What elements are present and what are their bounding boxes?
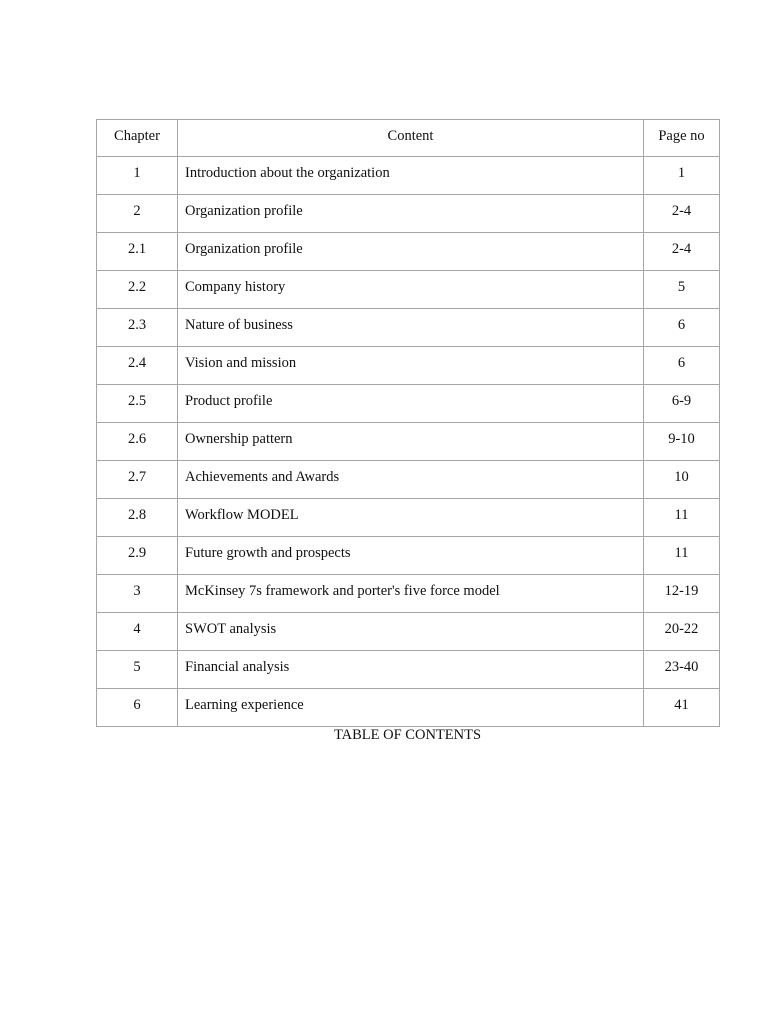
page-number-cell xyxy=(644,233,720,271)
content-title-cell-text: Organization profile xyxy=(185,241,303,257)
content-title-cell xyxy=(178,385,644,423)
content-title-cell-text: Learning experience xyxy=(185,697,304,713)
chapter-number-cell-text: 3 xyxy=(133,583,141,599)
chapter-number-cell-text: 4 xyxy=(133,621,141,637)
page-number-cell-text: 5 xyxy=(677,279,686,295)
chapter-number-cell-text: 2.3 xyxy=(127,317,147,333)
content-title-cell-text: Future growth and prospects xyxy=(185,545,351,561)
content-title-cell xyxy=(178,233,644,271)
content-title-cell xyxy=(178,613,644,651)
chapter-number-cell xyxy=(97,499,178,537)
page-number-cell-text: 2-4 xyxy=(671,241,692,257)
page-number-cell-text: 11 xyxy=(674,545,689,561)
content-title-cell xyxy=(178,575,644,613)
page-number-cell xyxy=(644,499,720,537)
page-number-cell-text: 9-10 xyxy=(668,431,695,447)
page-number-cell xyxy=(644,347,720,385)
chapter-number-cell-text: 2.2 xyxy=(127,279,147,295)
content-title-cell-text: Vision and mission xyxy=(185,355,297,371)
chapter-number-cell xyxy=(97,233,178,271)
chapter-number-cell-text: 1 xyxy=(133,165,141,181)
content-title-cell-text: Financial analysis xyxy=(185,659,290,675)
chapter-number-cell xyxy=(97,347,178,385)
page-number-cell xyxy=(644,461,720,499)
header-content: Content xyxy=(178,120,644,157)
page-number-cell xyxy=(644,651,720,689)
chapter-number-cell xyxy=(97,195,178,233)
page-number-cell xyxy=(644,423,720,461)
page-number-cell-text: 20-22 xyxy=(664,621,699,637)
header-chapter: Chapter xyxy=(97,120,178,157)
table-row xyxy=(97,499,720,537)
page-number-cell-text: 1 xyxy=(677,165,686,181)
chapter-number-cell-text: 2 xyxy=(133,203,141,219)
content-title-cell xyxy=(178,689,644,727)
page-number-cell-text: 12-19 xyxy=(664,583,699,599)
table-row xyxy=(97,575,720,613)
header-page-no: Page no xyxy=(644,120,720,157)
chapter-number-cell xyxy=(97,157,178,195)
chapter-number-cell-text: 2.8 xyxy=(127,507,147,523)
content-title-cell xyxy=(178,537,644,575)
content-title-cell xyxy=(178,309,644,347)
page-number-cell-text: 2-4 xyxy=(671,203,692,219)
table-row xyxy=(97,347,720,385)
page-number-cell xyxy=(644,195,720,233)
chapter-number-cell-text: 2.7 xyxy=(127,469,147,485)
chapter-number-cell xyxy=(97,309,178,347)
table-row xyxy=(97,271,720,309)
table-row xyxy=(97,537,720,575)
page-number-cell xyxy=(644,385,720,423)
page-number-cell-text: 41 xyxy=(674,697,689,713)
table-row xyxy=(97,461,720,499)
chapter-number-cell xyxy=(97,537,178,575)
chapter-number-cell-text: 2.9 xyxy=(127,545,147,561)
page-number-cell-text: 6-9 xyxy=(671,393,692,409)
content-title-cell xyxy=(178,499,644,537)
content-title-cell xyxy=(178,157,644,195)
page-number-cell-text: 11 xyxy=(674,507,689,523)
page-number-cell xyxy=(644,157,720,195)
content-title-cell-text: Introduction about the organization xyxy=(185,165,390,181)
page-number-cell-text: 6 xyxy=(677,355,686,371)
content-title-cell-text: SWOT analysis xyxy=(185,621,277,637)
chapter-number-cell xyxy=(97,575,178,613)
page-number-cell-text: 23-40 xyxy=(664,659,699,675)
page-number-cell-text: 10 xyxy=(674,469,689,485)
table-row xyxy=(97,309,720,347)
content-title-cell xyxy=(178,423,644,461)
chapter-number-cell-text: 2.1 xyxy=(127,241,147,257)
content-title-cell-text: Company history xyxy=(185,279,286,295)
content-title-cell xyxy=(178,461,644,499)
table-row xyxy=(97,385,720,423)
chapter-number-cell-text: 6 xyxy=(133,697,141,713)
table-row xyxy=(97,233,720,271)
page-number-cell xyxy=(644,613,720,651)
content-title-cell xyxy=(178,271,644,309)
chapter-number-cell xyxy=(97,271,178,309)
page-number-cell xyxy=(644,309,720,347)
content-title-cell-text: Ownership pattern xyxy=(185,431,293,447)
content-title-cell-text: McKinsey 7s framework and porter's five force model xyxy=(185,583,500,599)
chapter-number-cell xyxy=(97,651,178,689)
table-header xyxy=(97,120,720,157)
content-title-cell-text: Organization profile xyxy=(185,203,303,219)
table-header-row xyxy=(97,120,720,157)
chapter-number-cell xyxy=(97,613,178,651)
content-title-cell-text: Product profile xyxy=(185,393,273,409)
table-row xyxy=(97,689,720,727)
table-caption: TABLE OF CONTENTS xyxy=(333,727,482,743)
table-row xyxy=(97,423,720,461)
table-row xyxy=(97,195,720,233)
chapter-number-cell-text: 2.5 xyxy=(127,393,147,409)
chapter-number-cell-text: 5 xyxy=(133,659,141,675)
page-number-cell xyxy=(644,689,720,727)
page-number-cell xyxy=(644,271,720,309)
table-row xyxy=(97,613,720,651)
chapter-number-cell-text: 2.6 xyxy=(127,431,147,447)
chapter-number-cell xyxy=(97,423,178,461)
page-number-cell xyxy=(644,575,720,613)
table-row xyxy=(97,651,720,689)
chapter-number-cell xyxy=(97,689,178,727)
table-body xyxy=(97,157,720,727)
content-title-cell-text: Achievements and Awards xyxy=(185,469,340,485)
chapter-number-cell-text: 2.4 xyxy=(127,355,147,371)
table-row xyxy=(97,157,720,195)
page-number-cell-text: 6 xyxy=(677,317,686,333)
chapter-number-cell xyxy=(97,385,178,423)
content-title-cell xyxy=(178,347,644,385)
content-title-cell xyxy=(178,195,644,233)
content-title-cell-text: Nature of business xyxy=(185,317,293,333)
page-number-cell xyxy=(644,537,720,575)
chapter-number-cell xyxy=(97,461,178,499)
content-title-cell xyxy=(178,651,644,689)
content-title-cell-text: Workflow MODEL xyxy=(185,507,299,523)
table-of-contents-table xyxy=(96,119,720,727)
